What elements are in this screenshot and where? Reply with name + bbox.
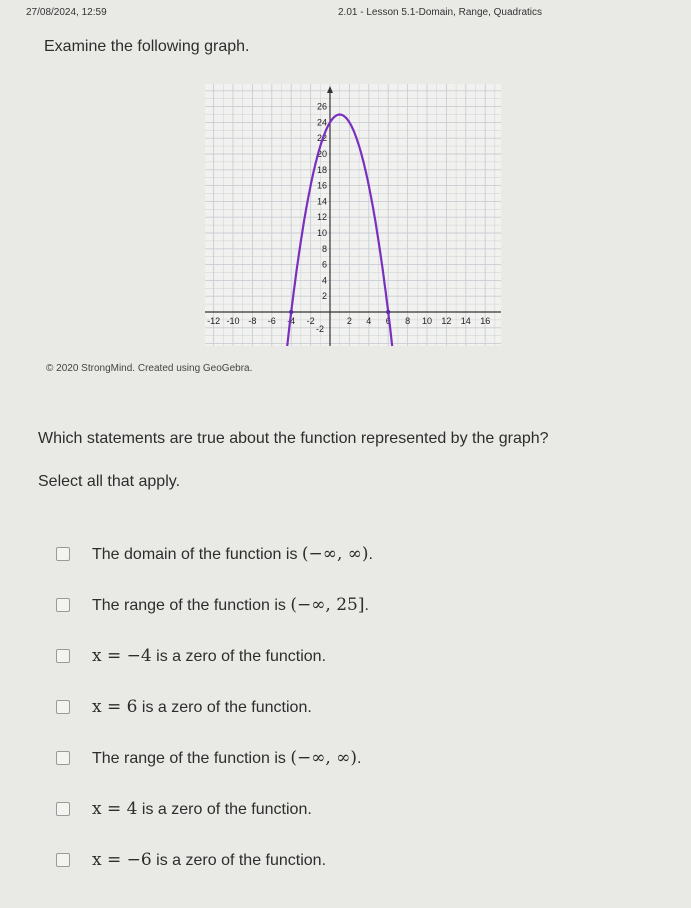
x-tick-label: -10 [226,316,240,326]
answer-option-2[interactable] [56,592,369,618]
timestamp: 27/08/2024, 12:59 [26,7,107,18]
x-tick-label: 12 [441,316,452,326]
checkbox[interactable] [56,700,70,714]
checkbox[interactable] [56,598,70,612]
instruction-text: Select all that apply. [38,473,181,490]
y-tick-label: 24 [316,117,327,128]
zero-point [386,310,390,314]
y-tick-label: 14 [316,196,327,207]
prompt-text: Examine the following graph. [44,38,250,55]
graph-credit: © 2020 StrongMind. Created using GeoGebra. [46,363,253,374]
answer-option-7[interactable] [56,847,326,873]
x-tick-label: 4 [366,316,372,326]
y-tick-label: 10 [316,228,327,238]
x-tick-label: 16 [480,316,491,326]
y-tick-label: 12 [316,212,327,223]
parabola-graph [205,84,501,346]
checkbox[interactable] [56,853,70,867]
checkbox[interactable] [56,649,70,663]
x-tick-label: -12 [207,316,221,326]
option-text: x = 6 is a zero of the function. [92,697,312,717]
x-tick-label: 8 [405,316,411,326]
option-text: x = 4 is a zero of the function. [92,799,312,819]
option-text: x = −4 is a zero of the function. [92,646,327,666]
x-tick-label: -6 [267,316,276,326]
y-tick-label: 2 [321,291,327,302]
option-text: The range of the function is (−∞, ∞). [92,748,362,768]
checkbox[interactable] [56,751,70,765]
x-tick-label: -8 [248,316,257,326]
x-tick-label: 14 [460,316,471,326]
x-tick-label: -4 [287,316,296,326]
y-tick-label: 26 [316,101,327,112]
answer-option-3[interactable] [56,643,326,669]
y-tick-label: 20 [316,149,327,159]
x-tick-label: 6 [385,316,391,326]
option-text: x = −6 is a zero of the function. [92,850,327,870]
y-tick-label: 16 [316,180,327,191]
y-tick-label: -2 [315,323,324,334]
checkbox[interactable] [56,802,70,816]
x-tick-label: -2 [306,316,315,326]
answer-option-5[interactable] [56,745,361,771]
graph-svg [205,84,501,346]
lesson-title: 2.01 - Lesson 5.1-Domain, Range, Quadratics [338,7,542,18]
zero-point [289,310,293,314]
y-tick-label: 18 [316,164,327,175]
option-text: The range of the function is (−∞, 25]. [92,595,369,615]
answer-option-4[interactable] [56,694,312,720]
header-bar [0,0,691,24]
y-tick-label: 6 [321,259,327,270]
answer-option-1[interactable] [56,541,373,567]
y-tick-label: 8 [321,243,327,254]
graph-background [205,84,501,346]
option-text: The domain of the function is (−∞, ∞). [92,544,373,564]
y-tick-label: 22 [316,133,327,144]
x-tick-label: 10 [421,316,433,326]
question-text: Which statements are true about the function represented by the graph? [38,430,549,447]
y-tick-label: 4 [321,275,327,286]
answer-option-6[interactable] [56,796,312,822]
x-tick-label: 2 [346,316,352,326]
checkbox[interactable] [56,547,70,561]
